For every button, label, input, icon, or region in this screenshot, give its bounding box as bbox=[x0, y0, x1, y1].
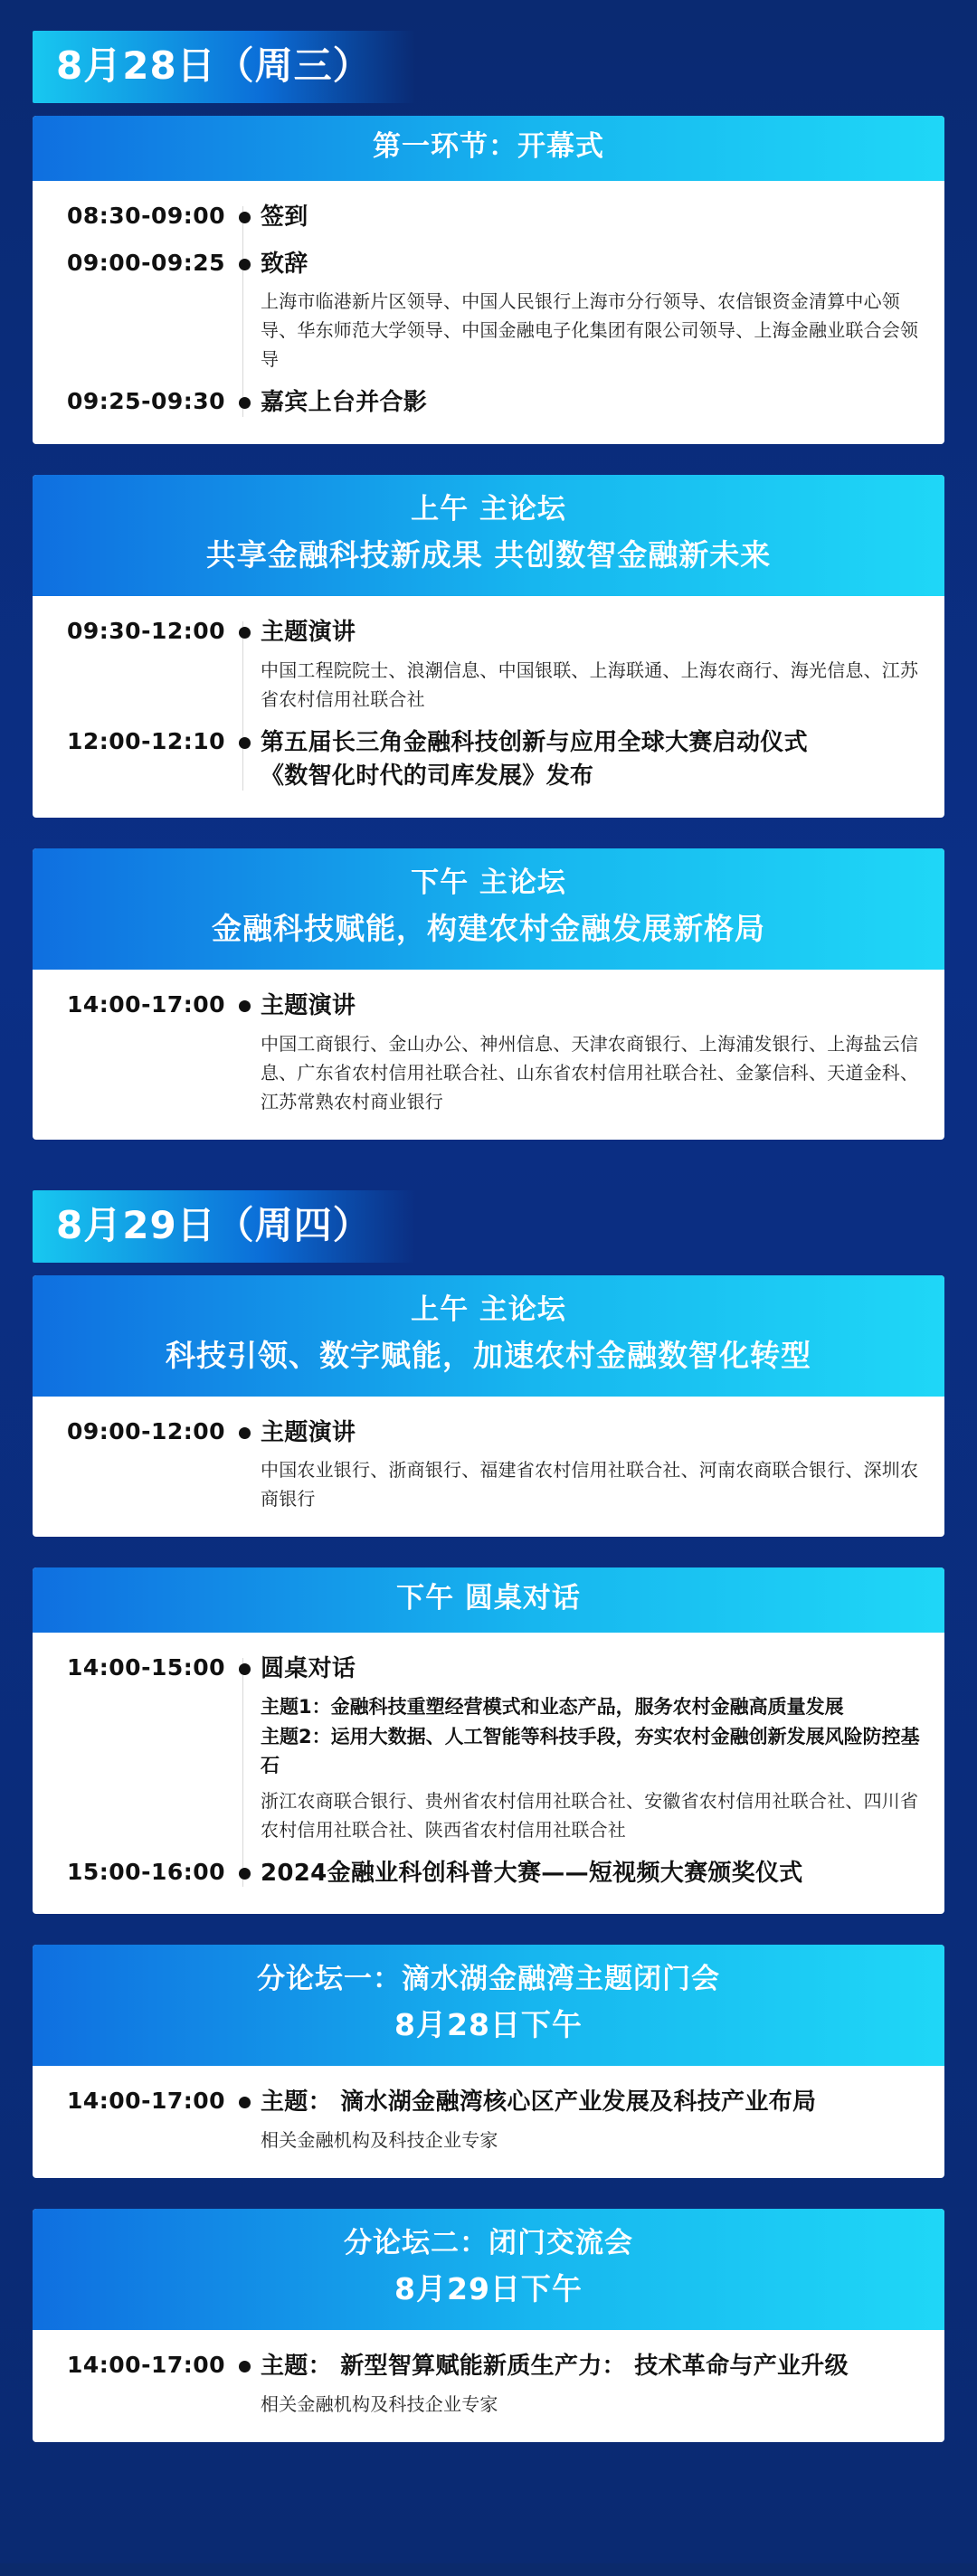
agenda-row bbox=[51, 986, 926, 1116]
agenda-row bbox=[51, 2346, 926, 2419]
agenda-row-list bbox=[33, 181, 944, 444]
row-topic: 主题2：运用大数据、人工智能等科技手段，夯实农村金融创新发展风险防控基石 bbox=[261, 1725, 920, 1777]
row-time: 08:30-09:00 bbox=[67, 202, 226, 229]
agenda-section bbox=[33, 1945, 944, 2178]
row-body bbox=[261, 1416, 926, 1514]
section-title: 第一环节：开幕式 bbox=[373, 130, 604, 163]
agenda-section bbox=[33, 116, 944, 444]
section-header bbox=[33, 1275, 944, 1397]
section-title: 上午 主论坛 bbox=[411, 492, 566, 526]
row-title: 主题演讲 bbox=[261, 992, 356, 1020]
agenda-section bbox=[33, 2209, 944, 2442]
row-time: 12:00-12:10 bbox=[67, 727, 226, 754]
bullet-dot-icon bbox=[239, 1663, 251, 1675]
section-subtitle: 金融科技赋能，构建农村金融发展新格局 bbox=[212, 910, 765, 946]
row-body bbox=[261, 2086, 926, 2155]
row-time: 14:00-17:00 bbox=[67, 2352, 226, 2379]
row-body bbox=[261, 726, 926, 794]
section-subtitle: 8月29日下午 bbox=[394, 2270, 583, 2306]
agenda-row bbox=[51, 197, 926, 244]
row-topic: 主题1：金融科技重塑经营模式和业态产品，服务农村金融高质量发展 bbox=[261, 1695, 844, 1718]
row-time: 09:25-09:30 bbox=[67, 388, 226, 415]
timeline-dot-container bbox=[228, 990, 261, 1012]
row-title: 嘉宾上台并合影 bbox=[261, 389, 428, 417]
agenda-row bbox=[51, 723, 926, 794]
timeline-dot-container bbox=[228, 726, 261, 749]
row-title: 第五届长三角金融科技创新与应用全球大赛启动仪式 bbox=[261, 728, 808, 756]
agenda-row bbox=[51, 244, 926, 384]
bullet-dot-icon bbox=[239, 397, 251, 409]
row-time: 14:00-15:00 bbox=[67, 1654, 226, 1681]
row-time: 09:00-12:00 bbox=[67, 1417, 226, 1444]
timeline-dot-container bbox=[228, 386, 261, 409]
agenda-row-list bbox=[33, 596, 944, 818]
section-header bbox=[33, 1945, 944, 2066]
row-title: 主题演讲 bbox=[261, 618, 356, 646]
bullet-dot-icon bbox=[239, 1427, 251, 1439]
row-title: 主题演讲 bbox=[261, 1418, 356, 1446]
timeline-dot-container bbox=[228, 616, 261, 639]
bullet-dot-icon bbox=[239, 2097, 251, 2108]
date-heading: 8月28日（周三） bbox=[33, 31, 415, 103]
bullet-dot-icon bbox=[239, 1000, 251, 1012]
row-description: 中国工程院院士、浪潮信息、中国银联、上海联通、上海农商行、海光信息、江苏省农村信用社联合社 bbox=[261, 658, 919, 710]
agenda-section bbox=[33, 475, 944, 818]
bullet-dot-icon bbox=[239, 212, 251, 223]
agenda-row bbox=[51, 1649, 926, 1852]
bullet-dot-icon bbox=[239, 627, 251, 639]
timeline-dot-container bbox=[228, 1857, 261, 1880]
section-header bbox=[33, 848, 944, 970]
agenda-section bbox=[33, 1567, 944, 1914]
section-header bbox=[33, 116, 944, 181]
row-description: 中国工商银行、金山办公、神州信息、天津农商银行、上海浦发银行、上海盐云信息、广东省农村信用社联合社、山东省农村信用社联合社、金篆信科、天道金科、江苏常熟农村商业银行 bbox=[261, 1032, 919, 1113]
section-title: 上午 主论坛 bbox=[411, 1293, 566, 1326]
row-title: 致辞 bbox=[261, 250, 308, 278]
timeline-dot-container bbox=[228, 2350, 261, 2372]
bullet-dot-icon bbox=[239, 1868, 251, 1880]
section-header bbox=[33, 2209, 944, 2330]
row-description: 相关金融机构及科技企业专家 bbox=[261, 2392, 498, 2415]
agenda-row-list bbox=[33, 970, 944, 1140]
agenda-row bbox=[51, 612, 926, 723]
agenda-row bbox=[51, 2082, 926, 2155]
row-description: 相关金融机构及科技企业专家 bbox=[261, 2129, 498, 2152]
agenda-section bbox=[33, 1275, 944, 1538]
section-subtitle: 科技引领、数字赋能，加速农村金融数智化转型 bbox=[166, 1337, 811, 1373]
row-title: 主题： 滴水湖金融湾核心区产业发展及科技产业布局 bbox=[261, 2088, 817, 2117]
section-header bbox=[33, 1567, 944, 1633]
date-heading: 8月29日（周四） bbox=[33, 1190, 415, 1263]
agenda-row-list bbox=[33, 1633, 944, 1914]
section-title: 分论坛二：闭门交流会 bbox=[344, 2227, 633, 2260]
row-body bbox=[261, 386, 926, 421]
row-body bbox=[261, 2350, 926, 2419]
row-body bbox=[261, 248, 926, 374]
section-title: 分论坛一：滴水湖金融湾主题闭门会 bbox=[257, 1963, 720, 1996]
agenda-section bbox=[33, 848, 944, 1140]
timeline-dot-container bbox=[228, 1416, 261, 1439]
bullet-dot-icon bbox=[239, 737, 251, 749]
section-title: 下午 主论坛 bbox=[411, 867, 566, 899]
row-description: 上海市临港新片区领导、中国人民银行上海市分行领导、农信银资金清算中心领导、华东师范大学领导、中国金融电子化集团有限公司领导、上海金融业联合会领导 bbox=[261, 290, 919, 371]
section-title: 下午 圆桌对话 bbox=[396, 1582, 581, 1615]
row-body bbox=[261, 201, 926, 235]
section-subtitle: 共享金融科技新成果 共创数智金融新未来 bbox=[205, 536, 772, 573]
row-title: 主题： 新型智算赋能新质生产力： 技术革命与产业升级 bbox=[261, 2353, 849, 2381]
agenda-row bbox=[51, 383, 926, 421]
row-body bbox=[261, 1653, 926, 1843]
timeline-dot-container bbox=[228, 201, 261, 223]
agenda-row bbox=[51, 1413, 926, 1514]
bullet-dot-icon bbox=[239, 2361, 251, 2372]
agenda-row-list bbox=[33, 2330, 944, 2442]
row-time: 15:00-16:00 bbox=[67, 1858, 226, 1885]
agenda-row-list bbox=[33, 2066, 944, 2178]
row-time: 09:30-12:00 bbox=[67, 617, 226, 644]
timeline-dot-container bbox=[228, 248, 261, 270]
row-body bbox=[261, 616, 926, 714]
row-body bbox=[261, 1857, 926, 1891]
row-description: 中国农业银行、浙商银行、福建省农村信用社联合社、河南农商联合银行、深圳农商银行 bbox=[261, 1459, 919, 1511]
section-subtitle: 8月28日下午 bbox=[394, 2007, 583, 2043]
bullet-dot-icon bbox=[239, 259, 251, 270]
section-header bbox=[33, 475, 944, 596]
row-title: 圆桌对话 bbox=[261, 1655, 356, 1683]
row-time: 14:00-17:00 bbox=[67, 991, 226, 1018]
row-title: 《数智化时代的司库发展》发布 bbox=[261, 762, 594, 791]
timeline-dot-container bbox=[228, 1653, 261, 1675]
row-body bbox=[261, 990, 926, 1116]
agenda-row bbox=[51, 1853, 926, 1891]
row-title: 2024金融业科创科普大赛——短视频大赛颁奖仪式 bbox=[261, 1859, 803, 1887]
timeline-dot-container bbox=[228, 2086, 261, 2108]
agenda-content bbox=[33, 25, 944, 2442]
row-description: 浙江农商联合银行、贵州省农村信用社联合社、安徽省农村信用社联合社、四川省农村信用社联合社、陕西省农村信用社联合社 bbox=[261, 1789, 919, 1841]
row-time: 09:00-09:25 bbox=[67, 249, 226, 276]
row-title: 签到 bbox=[261, 203, 308, 231]
agenda-row-list bbox=[33, 1397, 944, 1538]
row-time: 14:00-17:00 bbox=[67, 2088, 226, 2115]
